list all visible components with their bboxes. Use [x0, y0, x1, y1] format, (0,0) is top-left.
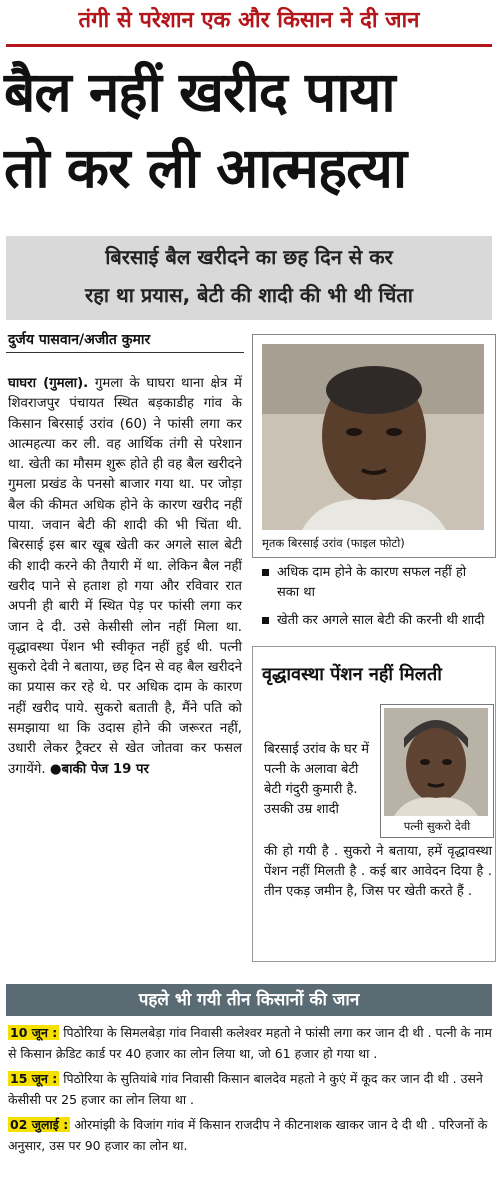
deck-line-2: रहा था प्रयास, बेटी की शादी की भी थी चिंता: [85, 283, 413, 307]
bullet-text: अधिक दाम होने के कारण सफल नहीं हो सका था: [277, 565, 467, 600]
bullet-square-icon: [262, 569, 269, 576]
case-text: ओरमांझी के विजांग गांव में किसान राजदीप ने कीटनाशक खाकर जान दे दी थी . परिजनों के अनुसार, उस पर 90 हजार का लोन था.: [8, 1117, 488, 1153]
main-headline: [4, 54, 494, 206]
article-text: गुमला के घाघरा थाना क्षेत्र में शिवराजपुर पंचायत स्थित बड़काडीह गांव के किसान बिरसाई उरांव (60) ने फांसी लगा कर आत्महत्या कर ली. वह आर्थिक तंगी से परेशान था. खेती का मौसम शुरू होते ही वह बैल खरीदने गुमला प्रखंड के पनसो बाजार गया था. पर जोड़ा बैल की कीमत अधिक होने के कारण खरीद नहीं पाया. जवान बेटी की शादी की भी चिंता थी. बिरसाई इस बार खूब खेती कर अगले साल बेटी की शादी करने की तैयारी में था. लेकिन बैल नहीं खरीद पाने से हताश हो गया और रविवार रात अपनी ही बारी में स्थित पेड़ पर फांसी लगा कर जान दे दी. उसे केसीसी लोन नहीं मिला था. वृद्धावस्था पेंशन भी स्वीकृत नहीं हुई थी. पत्नी सुकरो देवी ने बताया, छह दिन से वह बैल खरीदने का प्रयास कर रहे थे. पर अधिक दाम के कारण नहीं खरीद पाये. सुकरो बताती है, मैंने पति को समझाया था कि उदास होने की जरूरत नहीं, उधारी लेकर ट्रैक्टर से खेत जोतवा कर फसल उगायेंगे.: [8, 376, 242, 777]
continued-link[interactable]: ●बाकी पेज 19 पर: [49, 761, 149, 777]
case-date: 10 जून :: [10, 1025, 58, 1040]
sidebar-text-narrow: बिरसाई उरांव के घर में पत्नी के अलावा बेटी बेटी गंदुरी कुमारी है. उसकी उम्र शादी: [264, 742, 369, 817]
deceased-farmer-photo: [262, 344, 484, 530]
wife-photo: [384, 708, 488, 816]
sidebar-text-wide: की हो गयी है . सुकरो ने बताया, हमें वृद्धावस्था पेंशन नहीं मिलती है . कई बार आवेदन दिया है . तीन एकड़ जमीन है, जिस पर खेती करते हैं .: [264, 844, 492, 899]
bullet-item: [260, 611, 490, 631]
deck-subheadline: [6, 236, 492, 320]
bullet-item: [260, 563, 490, 603]
sidebar-heading: वृद्धावस्था पेंशन नहीं मिलती: [262, 664, 442, 685]
top-rule: [6, 44, 492, 47]
bottom-heading: पहले भी गयी तीन किसानों की जान: [6, 984, 492, 1016]
headline-line-2: तो कर ली आत्महत्या: [4, 136, 407, 200]
article-body: [8, 374, 242, 780]
previous-cases-list: [8, 1022, 492, 1160]
bullet-text: खेती कर अगले साल बेटी की करनी थी शादी: [277, 613, 485, 628]
case-text: पिठोरिया के सुतियांबे गांव निवासी किसान बालदेव महतो ने कुएं में कूद कर जान दी थी . उसने केसीसी पर 25 हजार का लोन लिया था .: [8, 1071, 483, 1107]
bullet-list: [260, 563, 490, 639]
kicker-headline: तंगी से परेशान एक और किसान ने दी जान: [78, 8, 420, 33]
case-entry: [8, 1114, 492, 1156]
byline: दुर्जय पासवान/अजीत कुमार: [8, 332, 151, 348]
case-date: 15 जून :: [10, 1071, 58, 1086]
byline-rule: [6, 352, 244, 353]
photo1-caption: मृतक बिरसाई उरांव (फाइल फोटो): [262, 536, 405, 550]
headline-line-1: बैल नहीं खरीद पाया: [4, 60, 395, 124]
case-text: पिठोरिया के सिमलबेड़ा गांव निवासी कलेश्वर महतो ने फांसी लगा कर जान दी थी . पत्नी के नाम से किसान क्रेडिट कार्ड पर 40 हजार का लोन लिया था, जो 61 हजार हो गया था .: [8, 1025, 492, 1061]
dateline: घाघरा (गुमला).: [8, 376, 89, 391]
photo2-caption: पत्नी सुकरो देवी: [403, 819, 471, 833]
deck-line-1: बिरसाई बैल खरीदने का छह दिन से कर: [105, 245, 393, 269]
bullet-square-icon: [262, 617, 269, 624]
case-entry: [8, 1068, 492, 1110]
case-date: 02 जुलाई :: [10, 1117, 69, 1132]
case-entry: [8, 1022, 492, 1064]
